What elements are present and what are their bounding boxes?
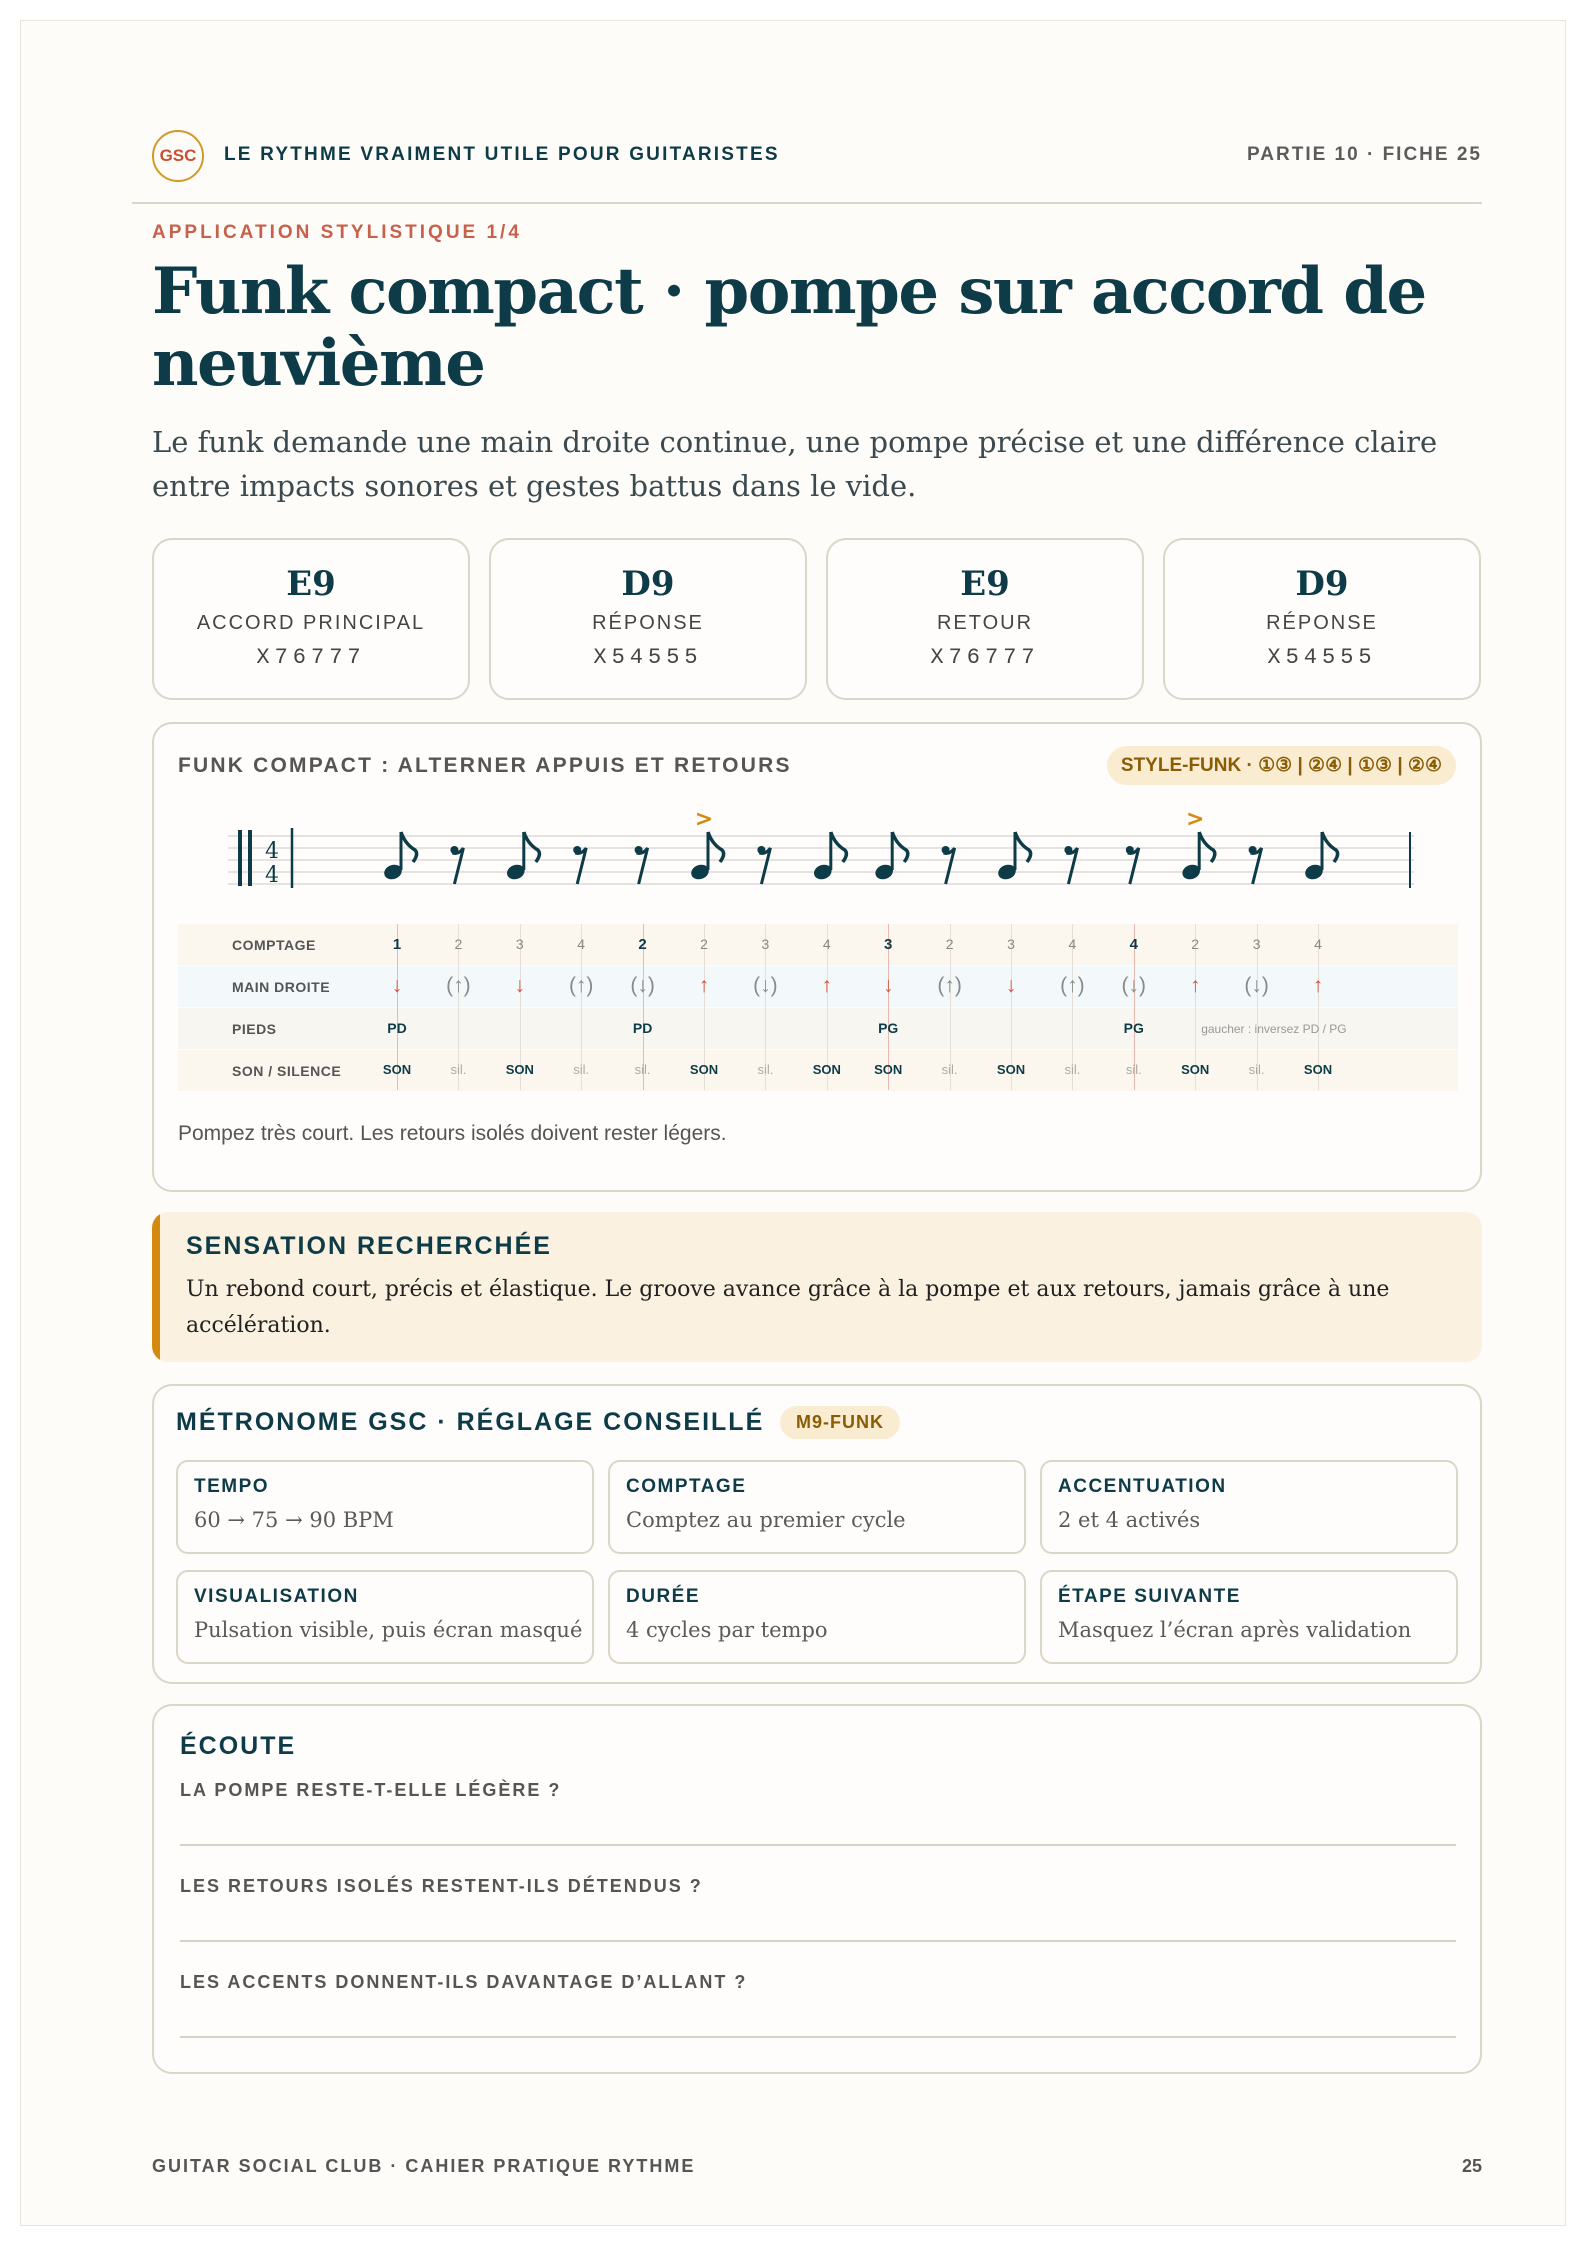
- kicker: APPLICATION STYLISTIQUE 1/4: [152, 222, 522, 243]
- feet-note: gaucher : inversez PD / PG: [1201, 1022, 1347, 1036]
- eighth-rest: [573, 846, 586, 884]
- question-line[interactable]: [180, 1780, 1456, 1846]
- metronome-panel: [152, 1384, 1482, 1684]
- chord-fingering: X76777: [930, 645, 1040, 670]
- count-cell: 3: [761, 936, 770, 952]
- eighth-rest: [1064, 846, 1077, 884]
- rhythm-note: Pompez très court. Les retours isolés doivent rester légers.: [178, 1122, 727, 1145]
- chord-name: E9: [960, 564, 1010, 604]
- time-signature-top: 4: [265, 839, 279, 864]
- count-cell: 4: [822, 936, 831, 952]
- eighth-note: [873, 832, 907, 882]
- question-line[interactable]: [180, 1972, 1456, 2038]
- setting-value: 2 et 4 activés: [1058, 1508, 1201, 1532]
- callout-accent-bar: [152, 1212, 160, 1362]
- stroke-cell: ↓: [391, 974, 403, 997]
- rhythm-panel: [152, 722, 1482, 1192]
- sound-cell: sil.: [757, 1062, 774, 1077]
- chord-card: [152, 538, 470, 700]
- foot-cell: PD: [632, 1020, 653, 1036]
- chord-card: [1163, 538, 1481, 700]
- setting-visualisation: [176, 1570, 594, 1664]
- stroke-cell: ↑: [1189, 974, 1201, 997]
- count-cell: 1: [392, 936, 402, 953]
- setting-etape-suivante: [1040, 1570, 1458, 1664]
- chord-card: [826, 538, 1144, 700]
- eighth-rest: [635, 846, 648, 884]
- stroke-cell: (↓): [1121, 974, 1147, 997]
- feel-callout: [152, 1212, 1482, 1362]
- sound-cell: SON: [1303, 1062, 1333, 1077]
- stroke-cell: (↓): [753, 974, 778, 997]
- foot-cell: PG: [1123, 1020, 1144, 1036]
- time-signature-bottom: 4: [265, 863, 279, 888]
- stroke-cell: ↓: [882, 974, 894, 997]
- count-cell: 2: [700, 936, 708, 952]
- page-number: 25: [1461, 2156, 1482, 2176]
- sound-cell: SON: [996, 1062, 1026, 1077]
- sound-cell: SON: [505, 1062, 534, 1077]
- eighth-note: [689, 832, 723, 882]
- sound-cell: sil.: [450, 1062, 467, 1077]
- question-line[interactable]: [180, 1876, 1456, 1942]
- chord-role: RÉPONSE: [1266, 612, 1378, 634]
- setting-comptage: [608, 1460, 1026, 1554]
- feel-text: Un rebond court, précis et élastique. Le groove avance grâce à la pompe et aux retours, jamais grâce à une accélération.: [186, 1277, 1390, 1338]
- style-badge: STYLE-FUNK · ①③ | ②④ | ①③ | ②④: [1107, 746, 1456, 785]
- sound-cell: sil.: [941, 1062, 958, 1077]
- chord-name: E9: [286, 564, 336, 604]
- eighth-rest: [450, 846, 463, 884]
- setting-value: Comptez au premier cycle: [626, 1508, 906, 1532]
- setting-label: ACCENTUATION: [1058, 1476, 1227, 1497]
- count-cell: 2: [1191, 936, 1200, 952]
- ecoute-title: ÉCOUTE: [180, 1732, 297, 1760]
- stroke-cell: ↑: [821, 974, 833, 997]
- stroke-cell: ↓: [1005, 974, 1017, 997]
- sound-cell: SON: [874, 1062, 903, 1077]
- header-part: PARTIE 10 · FICHE 25: [1247, 144, 1482, 165]
- stroke-cell: (↓): [630, 974, 655, 997]
- eighth-note: [812, 832, 846, 882]
- sound-cell: sil.: [1064, 1062, 1081, 1077]
- page-title: Funk compact · pompe sur accord de neuvième: [152, 254, 1426, 401]
- count-cell: 2: [638, 936, 647, 953]
- question-text: LES ACCENTS DONNENT-ILS DAVANTAGE D’ALLANT ?: [180, 1972, 748, 1992]
- count-cell: 4: [1314, 936, 1322, 952]
- ecoute-panel: [152, 1704, 1482, 2074]
- page-header: [132, 110, 1482, 204]
- setting-label: DURÉE: [626, 1586, 701, 1607]
- question-text: LA POMPE RESTE-T-ELLE LÉGÈRE ?: [180, 1780, 562, 1800]
- chord-role: RÉPONSE: [592, 612, 704, 634]
- sound-cell: SON: [689, 1062, 719, 1077]
- chord-fingering: X76777: [256, 645, 366, 670]
- stroke-cell: (↑): [568, 974, 594, 997]
- chord-role: RETOUR: [936, 612, 1034, 634]
- stroke-cell: (↑): [1060, 974, 1085, 997]
- count-cell: 2: [945, 936, 954, 952]
- lead-paragraph: Le funk demande une main droite continue, une pompe précise et une différence claire entre impacts sonores et gestes battus dans le vide.: [152, 425, 1438, 503]
- chord-name: D9: [1295, 564, 1349, 604]
- grid-row-label: PIEDS: [232, 1021, 277, 1037]
- sound-cell: sil.: [1248, 1062, 1265, 1077]
- stroke-cell: (↓): [1244, 974, 1269, 997]
- setting-label: COMPTAGE: [626, 1476, 747, 1497]
- setting-label: VISUALISATION: [194, 1586, 359, 1607]
- chord-name: D9: [621, 564, 675, 604]
- eighth-note: [1180, 832, 1214, 882]
- setting-label: ÉTAPE SUIVANTE: [1058, 1586, 1241, 1607]
- count-cell: 3: [515, 936, 524, 952]
- grid-row-label: SON / SILENCE: [232, 1063, 342, 1079]
- eighth-rest: [942, 846, 955, 884]
- foot-cell: PD: [387, 1020, 407, 1036]
- stroke-cell: ↑: [1312, 974, 1324, 997]
- count-cell: 4: [577, 936, 586, 952]
- metronome-badge: M9-FUNK: [780, 1406, 900, 1439]
- count-cell: 4: [1068, 936, 1077, 952]
- setting-value: 60 → 75 → 90 BPM: [194, 1508, 394, 1532]
- setting-accentuation: [1040, 1460, 1458, 1554]
- stroke-cell: (↑): [446, 974, 471, 997]
- rhythm-title: FUNK COMPACT : ALTERNER APPUIS ET RETOURS: [178, 754, 792, 777]
- sound-cell: sil.: [573, 1062, 590, 1077]
- eighth-note: [382, 832, 416, 882]
- chord-card: [489, 538, 807, 700]
- stroke-cell: (↑): [937, 974, 962, 997]
- eighth-note: [1303, 832, 1337, 882]
- count-cell: 2: [454, 936, 463, 952]
- gsc-logo: GSC: [152, 130, 204, 182]
- rhythm-grid: [154, 924, 1484, 1094]
- eighth-note: [505, 832, 539, 882]
- sound-cell: SON: [812, 1062, 841, 1077]
- count-cell: 3: [884, 936, 893, 953]
- count-cell: 3: [1252, 936, 1261, 952]
- chord-fingering: X54555: [1267, 645, 1377, 670]
- rhythm-staff: [228, 806, 1428, 906]
- feel-title: SENSATION RECHERCHÉE: [186, 1232, 552, 1260]
- eighth-rest: [1249, 846, 1262, 884]
- sound-cell: SON: [1181, 1062, 1210, 1077]
- count-cell: 3: [1007, 936, 1015, 952]
- question-text: LES RETOURS ISOLÉS RESTENT-ILS DÉTENDUS ?: [180, 1876, 703, 1896]
- setting-value: 4 cycles par tempo: [626, 1618, 828, 1642]
- stroke-cell: ↑: [698, 974, 710, 997]
- setting-duree: [608, 1570, 1026, 1664]
- accent-mark: >: [1185, 807, 1205, 832]
- stroke-cell: ↓: [514, 974, 526, 997]
- setting-tempo: [176, 1460, 594, 1554]
- setting-value: Masquez l’écran après validation: [1058, 1618, 1412, 1642]
- grid-row-label: COMPTAGE: [232, 937, 316, 953]
- header-title: LE RYTHME VRAIMENT UTILE POUR GUITARISTES: [224, 144, 780, 165]
- chord-role: ACCORD PRINCIPAL: [196, 612, 426, 634]
- eighth-note: [996, 832, 1030, 882]
- setting-label: TEMPO: [194, 1476, 270, 1497]
- eighth-rest: [757, 846, 770, 884]
- metronome-title: MÉTRONOME GSC · RÉGLAGE CONSEILLÉ: [176, 1408, 765, 1436]
- eighth-rest: [1126, 846, 1139, 884]
- foot-cell: PG: [878, 1020, 899, 1036]
- grid-row-label: MAIN DROITE: [232, 979, 331, 995]
- chord-fingering: X54555: [593, 645, 703, 670]
- setting-value: Pulsation visible, puis écran masqué: [194, 1618, 583, 1642]
- accent-mark: >: [694, 807, 714, 832]
- sound-cell: sil.: [1125, 1062, 1142, 1077]
- sound-cell: sil.: [634, 1062, 651, 1077]
- footer-left: GUITAR SOCIAL CLUB · CAHIER PRATIQUE RYTHME: [152, 2156, 696, 2176]
- sound-cell: SON: [382, 1062, 412, 1077]
- count-cell: 4: [1129, 936, 1138, 953]
